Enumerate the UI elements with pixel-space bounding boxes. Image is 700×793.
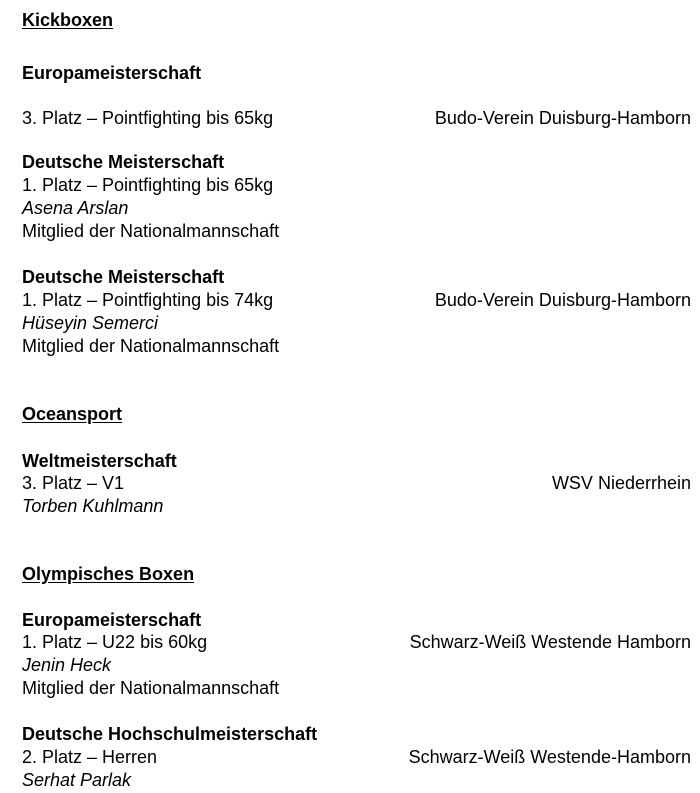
competition-title: Deutsche Meisterschaft — [22, 152, 225, 172]
athlete-name: Hüseyin Semerci — [22, 313, 159, 333]
result-text: 1. Platz – Pointfighting bis 65kg — [22, 175, 274, 195]
club-name: Schwarz-Weiß Westende-Hamborn — [408, 747, 691, 767]
club-name: Schwarz-Weiß Westende Hamborn — [409, 632, 691, 652]
competition-title: Europameisterschaft — [22, 63, 202, 83]
result-text: 3. Platz – V1 — [22, 473, 125, 493]
athlete-note: Mitglied der Nationalmannschaft — [22, 221, 280, 241]
club-name: Budo-Verein Duisburg-Hamborn — [434, 108, 691, 128]
result-text: 3. Platz – Pointfighting bis 65kg — [22, 108, 274, 128]
section-heading-olympisches-boxen: Olympisches Boxen — [22, 564, 195, 584]
section-heading-kickboxen: Kickboxen — [22, 10, 114, 30]
result-text: 2. Platz – Herren — [22, 747, 158, 767]
athlete-name: Torben Kuhlmann — [22, 496, 164, 516]
result-text: 1. Platz – Pointfighting bis 74kg — [22, 290, 274, 310]
club-name: Budo-Verein Duisburg-Hamborn — [434, 290, 691, 310]
result-text: 1. Platz – U22 bis 60kg — [22, 632, 208, 652]
competition-title: Europameisterschaft — [22, 610, 202, 630]
athlete-name: Asena Arslan — [22, 198, 129, 218]
athlete-note: Mitglied der Nationalmannschaft — [22, 336, 280, 356]
athlete-name: Jenin Heck — [22, 655, 112, 675]
competition-title: Weltmeisterschaft — [22, 451, 177, 471]
section-heading-oceansport: Oceansport — [22, 404, 123, 424]
athlete-note: Mitglied der Nationalmannschaft — [22, 678, 280, 698]
competition-title: Deutsche Hochschulmeisterschaft — [22, 724, 318, 744]
club-name: WSV Niederrhein — [551, 473, 691, 493]
competition-title: Deutsche Meisterschaft — [22, 267, 225, 287]
athlete-name: Serhat Parlak — [22, 770, 132, 790]
